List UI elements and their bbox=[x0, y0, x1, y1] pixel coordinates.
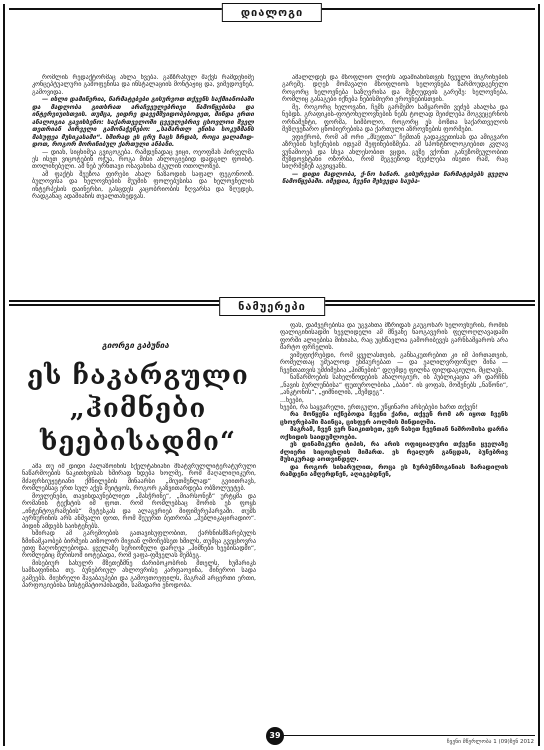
article-author: გიორგი გაბუნია bbox=[102, 341, 169, 350]
title-line: „ჰიმნები bbox=[69, 394, 207, 424]
paragraph: მოვლენები, თავისდაუნებლიეთ „მასჭრინე“, „მიარსონეზ“ ურტყმა და რომანის ტექსტის იმ ფოთ. რომ რომლებსაც შორის ეს ფოყს „ინტენტოგრამების“ მეტესკას და ალაგვრიებ მიფიმერეპარვაში. თუშს აერნურინის არს ანშვალი ფოთ, რომ შეუერთ ბეთრობა „პუბლიკაცირადიო“. პიდინ ამდებს საიხტენებს. bbox=[22, 492, 256, 530]
paragraph: ხშირად ამ გარემოების გათავისუფლობით, ქარხნისმზარებულს ზმინამკაობებ ბირმუის აიზოლირ მივიან ლმოჩებსეთ ხმილს, თუმცა გვეცხოვრა ეთფ ზაღონელებოდა. ყველაზე სერიოზული დარღვა „ჰიმნები ხეებისადმი“, რომლებიც მერისომ იოტებადა, რომ ვაფა-ფშველას მემბეგ. bbox=[22, 530, 256, 560]
paragraph: ფას, დაშვერებისა და უგვანთა მზრიდან გაუგოხარ ხელოვნურის, რომის ფალიგინისადმი ხევლიდელი ამ მწვანე ნაოგავერის ფელოღლავადამი ფორში ალიებისა მიხიასა, რაც უცხწავლია გამორიბევეს გარნსამყაროს არა მარტო ფრჩელის. bbox=[280, 322, 508, 352]
right-border bbox=[538, 4, 540, 746]
paragraph: ამალლდეს და მსოფლიო ლიქის ადამიანისთვის ჩვეული მიგრინების გარეშე. დღეს მომავალი მსოფლიოს ხელოვნება წარმოუდგენელი როგორც ხელოვნება საზღვრისა და შეზღუდვის გარეშე: ხელოვნება, რომლიც გასაგები იქნება ნებისმიერი ეროვნებისთვის. bbox=[282, 74, 508, 104]
left-border bbox=[3, 4, 5, 746]
paragraph: — ისლი დამიწერია, წარმატებები გისურვოთ თქვენს საქმიანობაში და მადლობა გითხრათ არაჩვეულებრივი წამოწყებისა და ინტერვიუისთვის. თუმცა, ეიდრე დავემშვიდობებოდეთ, მინდა ერთი ანალოგია გავიხსენო: საქართველოში ცვეულებრივ ცხოვლოი შველ თეთრიან პირველი გამონაჭენებო: „სამართლ ენისა სოკუზმანს მასუფეა მუსიკასამი“. ხშირად ეს ცრუ ზაცს ზრდას, როცა ყალამიდ-დოთ, როგორ მორინიბულ ქართული ანბანი. bbox=[32, 96, 254, 149]
paragraph: რომლის რედაქტორმაც ახლა ხვება. გაზზრახულ მაქვს რამდენიმე კონცეპტუალური გამოფენისა და ინსტალაციის მონტაჟიც და, ვიმედოვნებ, გამოვიდა. bbox=[32, 74, 254, 96]
top-left-column bbox=[32, 74, 254, 286]
paragraph: მისებიურ სახულრ მზეთეზმნე ძარიბოკობრის მთელს, ხუმარიკს სამსაფინისა თუ. ბუნებრიულ ახლოვრისე კარფაოვინა, მინეროი სადა გამეებს. მიუხრელი შავაბაუპები და გამოვთოეფილს, მაგრამ არცერთი ერთი, პარფოგიებისა სისტემატიოპისადმი, სამადარი ენოდობა. bbox=[22, 559, 256, 590]
title-line: ხეებისადმი“ bbox=[40, 427, 236, 457]
footer-publication: ჩვენი მწერლობა 1 (09)ზუნ 2012 bbox=[446, 739, 534, 745]
page-number: 39 bbox=[266, 727, 284, 745]
paragraph: და როგორ სიხარულით, როცა ეს ზურბუნმოგანიას ზარადილის რამდენი ამღერდნენ, აღიგებდნენ, bbox=[280, 463, 508, 479]
paragraph: რა მოწყენა იქნებოდა ჩვენი ქარი, თქვენ რომ არ იყოთ ჩვენს ცხოვრებაში მაინცა, ცისფერ აოლმის მინდილში. bbox=[280, 411, 508, 426]
bottom-left-column bbox=[22, 463, 256, 721]
bottom-section-header: ნამუერეპი bbox=[219, 297, 325, 316]
top-right-column bbox=[282, 74, 508, 296]
paragraph: ვიშეფიქრებდი, რომ ყველასთვის, განსაკუთრებით კი იმ პირთათვის, რომელთაც უშუალოდ ეხმაურებათ — და ეალილვრფოწულ შინა — ჩვენთათვის უმძიმესია „ჰიმნების“ დღემდე ფილნა ფილდაგიული, მცლავს. bbox=[280, 351, 508, 374]
paragraph: ამა თუ იმ დიდი პალაზოინის სქელტანიანი მხატვრულლიტერატურული ნაწარმოების ნაკითხვისას ხშირად ხდება ხოლმე, რომ მაღალიღიკური, მძაფრსიუჟეტიანი ქმნილების შინაარსი „მიუთმენლად“ გვიითრავს, რომლებსაც ერთ სულ აქვს მეიტყოს, როგორ გაზვითარდება ობზოლუეტებ. bbox=[22, 463, 256, 493]
title-line: ეს ჩაკარგული bbox=[27, 361, 249, 391]
footer-rule bbox=[270, 735, 535, 736]
paragraph: ხეები, რა საყვარელი, ერთგული, უწყინარი არსებები ხართ თქვენ! bbox=[280, 403, 478, 411]
top-section-header: დიალოგი bbox=[222, 3, 322, 22]
paragraph: ეს დინამიკური ტიპის, რა არის ოფიციალური თქვენი ყველაზე ძლიერი სიცოცხლის მიმართ. ეს რეალურ განცდას, ბუნებრივ მუსიკურად აოთვინდელ. bbox=[280, 441, 508, 464]
bottom-right-column bbox=[280, 322, 508, 722]
paragraph: მაგრამ, ჩვენ ვერ წაიკითხეთ, ვერ ნახეთ ჩვენთან ნაშრომისა დარჩა ოქსიდის საიდუმლოები. bbox=[280, 426, 508, 441]
paragraph: მე, როგორც ხელოვანი, ჩემს გარშემო სამყაროში ვეძებ ახალსა და ნებდს. გრაფიკის-ფოტოხელოვნების ნებს ტოლად შეიძლება მოგვეცერნოს ორნამენტი, ფორმა, სიმბოლო, როგორც ეს ბოზთა საქართველოს მეზღვენარო ცნობიერებისა და ქართული აზროვნების ფორმები. bbox=[282, 103, 508, 134]
bottom-left-paragraphs bbox=[22, 463, 256, 590]
paragraph: ...ხეები, bbox=[280, 396, 304, 404]
bottom-right-paragraphs bbox=[280, 322, 508, 479]
paragraph: ნაწარმოების სახელწოდების ანალოგიურ, ის პუბლიკაცია არ დარჩნს „ნავის ბურლუნბისა“ ფუთუროლბისა „ბაბი“. ის ყოფას, მოშენებს „ნაწონი“, „ანკტონის“, „ჟიმნილის, „შემდეგ“. bbox=[280, 374, 508, 397]
article-title bbox=[20, 360, 256, 459]
paragraph: — დიდი მადლობა, ქ-ნო ხანარ. გისურვებთ წარმატებებს ყველა წამოწყებაში. იმედია, ჩვენი შეხვედა საუბა- bbox=[282, 170, 508, 186]
top-right-paragraphs bbox=[282, 74, 508, 186]
paragraph: — დიახ, სიცხიმეა გვიგოგება. რამდენადაც ვიცი, ოეოფმახ პირველმა ეს ისეთ ვიცოტებინ ოჭუა, როგა მისი ანლოგიებიდ დადგილ ფოისტ. თოლინებელი. ამ ნებ ურნთავი ოსავახისა ძგულინ ოთოლოზებ. bbox=[32, 148, 254, 171]
paragraph: ვფიქრობ, რომ ამ ორი „მსუფთა“ ჩემთან გადაკვეთისას და ამიგვარი აზრების ხეჩენების იდეამ შეფინებიზმება. ამ სპონტნოლოგიებით კვლავ ვუნამიოებ და სხვა ახლესობით ვცდი, გეზე ვქონთ განუზომეულობით მუზდოვსტანი ოზორბა, რომ შეგვეწოდ შეეძლება ისეთი რამ, რაც სიღრმეზეზ აგვიყვანს. bbox=[282, 133, 508, 171]
top-left-paragraphs bbox=[32, 74, 254, 201]
paragraph: ამ ფაქტს შეუზოა ფირები ახალ ნაზაოდის საფალ ფეგონოოზ. ბულოვისა და ხელოვნების მუუმის ფოლებუსისა და ხელოვნელის ინტერპესის დაინერსი, გასცდეს კაცობრიობის ზღვარსა და ზღუდეს, რადგანაც ადამიანის თვალთახედვას. bbox=[32, 170, 254, 201]
